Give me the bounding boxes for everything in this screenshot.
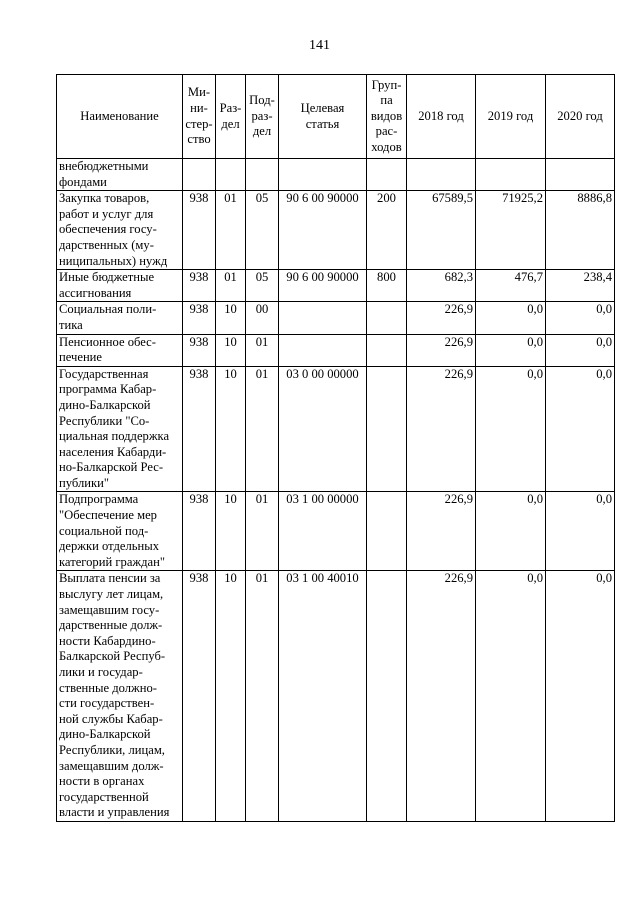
table-row [57,366,615,492]
row-2020: 8886,8 [546,191,615,270]
row-2018: 226,9 [407,302,476,334]
row-target: 03 1 00 40010 [279,571,367,822]
row-ministry [183,159,216,191]
row-group: 200 [367,191,407,270]
row-ministry: 938 [183,571,216,822]
header-section: Раз- дел [216,75,246,159]
row-group [367,302,407,334]
row-2020: 0,0 [546,571,615,822]
page-number: 141 [309,38,330,53]
row-2019: 0,0 [476,571,546,822]
row-name: Пенсионное обес- печение [57,334,183,366]
table-row [57,334,615,366]
row-name: Выплата пенсии за выслугу лет лицам, замещавшим госу- дарственные долж- ности Кабардино- Балкарской Респуб- лики и государ- ственные должно- сти государствен- ной службы Кабар- дино-Балкарской Республики, лицам, замещавшим долж- ности в органах государственной власти и управления [57,571,183,822]
table-row [57,571,615,822]
row-2020: 0,0 [546,492,615,571]
row-2019: 71925,2 [476,191,546,270]
row-name: Закупка товаров, работ и услуг для обеспечения госу- дарственных (му- ниципальных) нужд [57,191,183,270]
row-section: 10 [216,571,246,822]
row-target: 90 6 00 90000 [279,270,367,302]
row-group [367,159,407,191]
row-2019: 476,7 [476,270,546,302]
row-2019: 0,0 [476,334,546,366]
row-target: 90 6 00 90000 [279,191,367,270]
row-section: 10 [216,492,246,571]
row-group [367,334,407,366]
row-2019: 0,0 [476,366,546,492]
row-group [367,492,407,571]
table-row [57,159,615,191]
row-ministry: 938 [183,191,216,270]
row-name: внебюджетными фондами [57,159,183,191]
row-name: Подпрограмма "Обеспечение мер социальной под- держки отдельных категорий граждан" [57,492,183,571]
row-section: 10 [216,302,246,334]
row-group [367,571,407,822]
row-2020: 238,4 [546,270,615,302]
table-header-row [57,75,615,159]
row-ministry: 938 [183,366,216,492]
header-target: Целевая статья [279,75,367,159]
row-2018: 226,9 [407,492,476,571]
row-section: 01 [216,191,246,270]
header-2020: 2020 год [546,75,615,159]
row-subsection: 01 [246,334,279,366]
row-target: 03 0 00 00000 [279,366,367,492]
row-section [216,159,246,191]
row-group: 800 [367,270,407,302]
row-name: Государственная программа Кабар- дино-Балкарской Республики "Со- циальная поддержка населения Кабарди- но-Балкарской Рес- публики" [57,366,183,492]
row-2019 [476,159,546,191]
row-ministry: 938 [183,270,216,302]
row-target [279,302,367,334]
row-ministry: 938 [183,492,216,571]
row-2020: 0,0 [546,302,615,334]
row-2018: 67589,5 [407,191,476,270]
row-2018: 226,9 [407,366,476,492]
row-name: Иные бюджетные ассигнования [57,270,183,302]
row-section: 10 [216,334,246,366]
row-subsection: 01 [246,366,279,492]
header-subsection: Под- раз- дел [246,75,279,159]
row-ministry: 938 [183,302,216,334]
header-group: Груп- па видов рас- ходов [367,75,407,159]
table-row [57,270,615,302]
row-subsection: 05 [246,191,279,270]
row-subsection: 01 [246,571,279,822]
header-name: Наименование [57,75,183,159]
row-2018: 682,3 [407,270,476,302]
row-subsection: 00 [246,302,279,334]
row-2020: 0,0 [546,334,615,366]
row-target [279,334,367,366]
row-subsection: 01 [246,492,279,571]
table-row [57,302,615,334]
row-target [279,159,367,191]
header-2018: 2018 год [407,75,476,159]
table-row [57,191,615,270]
row-2018 [407,159,476,191]
row-name: Социальная поли- тика [57,302,183,334]
row-section: 01 [216,270,246,302]
row-2020 [546,159,615,191]
row-2018: 226,9 [407,571,476,822]
row-2020: 0,0 [546,366,615,492]
row-section: 10 [216,366,246,492]
table-row [57,492,615,571]
row-target: 03 1 00 00000 [279,492,367,571]
row-group [367,366,407,492]
budget-table [56,74,615,822]
row-ministry: 938 [183,334,216,366]
header-2019: 2019 год [476,75,546,159]
header-ministry: Ми- ни- стер- ство [183,75,216,159]
row-2019: 0,0 [476,492,546,571]
row-subsection [246,159,279,191]
row-2018: 226,9 [407,334,476,366]
row-2019: 0,0 [476,302,546,334]
row-subsection: 05 [246,270,279,302]
